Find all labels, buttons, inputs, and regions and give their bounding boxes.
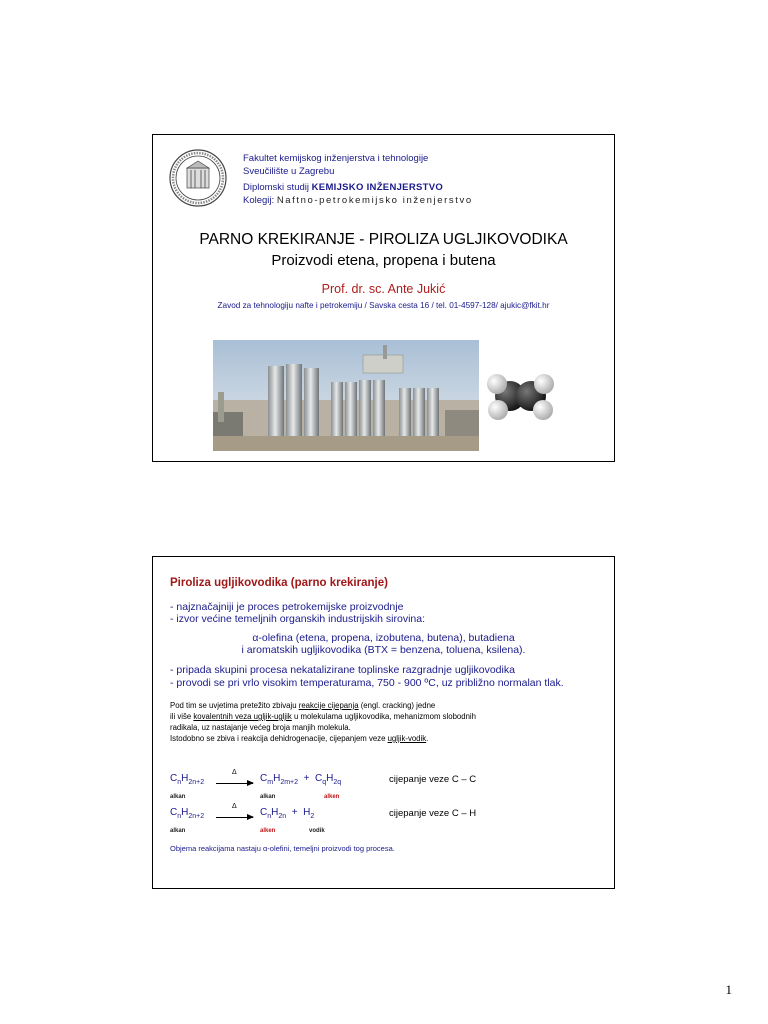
bullet-3: - pripada skupini procesa nekatalizirane toplinske razgradnje ugljikovodika	[170, 664, 515, 676]
eq1-label-product1: alkan	[260, 794, 276, 800]
eq-symbol: H	[181, 773, 189, 784]
page-number: 1	[725, 982, 732, 997]
eq-sub: n	[177, 813, 182, 820]
eq1-label-reactant: alkan	[170, 794, 186, 800]
para-underlined: reakcije cijepanja	[298, 701, 359, 710]
bullet-4: - provodi se pri vrlo visokim temperaturama, 750 - 900 ºC, uz približno normalan tlak.	[170, 677, 564, 689]
aromatics-line: i aromatskih ugljikovodika (BTX = benzena, toluena, ksilena).	[241, 644, 526, 656]
para-text: Istodobno se zbiva i reakcija dehidrogenacije, cijepanjem veze	[170, 734, 388, 743]
author-name: Prof. dr. sc. Ante Jukić	[321, 282, 446, 296]
eq2-arrow-icon	[216, 817, 253, 818]
eq-symbol: H	[181, 807, 189, 818]
institution-block	[243, 153, 473, 207]
eq-sub: n	[177, 779, 182, 786]
study-name: KEMIJSKO INŽENJERSTVO	[311, 182, 444, 193]
slide-heading: Piroliza ugljikovodika (parno krekiranje)	[170, 577, 388, 589]
eq2-note: cijepanje veze C – H	[389, 808, 477, 819]
paragraph-line-4	[170, 733, 428, 745]
eq-sub: n	[267, 813, 272, 820]
para-underlined: kovalentnih veza uglјik-ugljik	[193, 712, 292, 721]
eq-symbol: H	[271, 807, 279, 818]
para-text: (engl. cracking) jedne	[358, 701, 436, 710]
eq1-note: cijepanje veze C – C	[389, 774, 477, 785]
eq1-arrow-icon	[216, 783, 253, 784]
eq-sub: q	[322, 779, 327, 786]
eq-sub: 2n	[278, 813, 287, 820]
eq2-reactant	[170, 807, 204, 820]
bullet-1: - najznačajniji je proces petrokemijske proizvodnje	[170, 601, 404, 613]
bullet-2: - izvor većine temeljnih organskih industrijskih sirovina:	[170, 613, 426, 625]
university-name: Sveučilište u Zagrebu	[243, 165, 335, 177]
content-slide	[152, 556, 615, 889]
eq2-label-reactant: alkan	[170, 828, 186, 834]
eq-symbol: C	[170, 773, 178, 784]
slide-title: PARNO KREKIRANJE - PIROLIZA UGLJIKOVODIKA	[199, 231, 568, 248]
eq1-products	[260, 773, 341, 786]
eq-plus: +	[303, 773, 310, 784]
eq2-products	[260, 807, 314, 820]
eq2-label-product1: alken	[260, 828, 276, 834]
paragraph-line-1	[170, 700, 435, 712]
eq1-delta: Δ	[232, 769, 237, 776]
eq-sub: m	[267, 779, 274, 786]
eq-symbol: H	[303, 807, 311, 818]
eq2-delta: Δ	[232, 803, 237, 810]
para-text: ili više	[170, 712, 194, 721]
eq-symbol: H	[273, 773, 281, 784]
eq-sub: 2	[310, 813, 315, 820]
eq-symbol: C	[170, 807, 178, 818]
eq-sub: 2q	[333, 779, 342, 786]
eq-symbol: C	[260, 807, 268, 818]
course-name: Naftno-petrokemijsko inženjerstvo	[276, 194, 473, 206]
eq1-label-product2: alken	[324, 794, 340, 800]
olefins-line: α-olefina (etena, propena, izobutena, butena), butadiena	[252, 632, 515, 644]
para-underlined: ugljik-vodik	[387, 734, 427, 743]
paragraph-line-3: radikala, uz nastajanje većeg broja manjih molekula.	[170, 723, 351, 732]
eq1-reactant	[170, 773, 204, 786]
study-prefix: Diplomski studij	[243, 182, 309, 193]
title-slide	[152, 134, 615, 462]
para-text: .	[426, 734, 429, 743]
eq-symbol: C	[260, 773, 268, 784]
eq-symbol: H	[326, 773, 334, 784]
faculty-name: Fakultet kemijskog inženjerstva i tehnologije	[243, 153, 429, 164]
course-line	[243, 195, 473, 208]
ethylene-molecule-icon	[483, 370, 558, 425]
eq-sub: 2m+2	[280, 779, 299, 786]
eq-sub: 2n+2	[188, 813, 205, 820]
eq-sub: 2n+2	[188, 779, 205, 786]
para-text: Pod tim se uvjetima pretežito zbivaju	[170, 701, 299, 710]
slide-footer-note: Objema reakcijama nastaju α-olefini, temeljni proizvodi tog procesa.	[170, 844, 395, 853]
slide-subtitle: Proizvodi etena, propena i butena	[271, 252, 496, 269]
refinery-photo	[213, 340, 479, 451]
eq2-label-product2: vodik	[309, 828, 325, 834]
paragraph-line-2	[170, 711, 476, 723]
eq-symbol: C	[315, 773, 323, 784]
study-line	[243, 182, 473, 195]
eq-plus: +	[291, 807, 298, 818]
para-text: u molekulama ugljikovodika, mehanizmom slobodnih	[291, 712, 476, 721]
university-seal-icon	[168, 148, 228, 208]
department-contact: Zavod za tehnologiju nafte i petrokemiju / Savska cesta 16 / tel. 01-4597-128/ ajukic@fkit.hr	[217, 301, 550, 310]
course-label: Kolegij:	[243, 194, 275, 206]
